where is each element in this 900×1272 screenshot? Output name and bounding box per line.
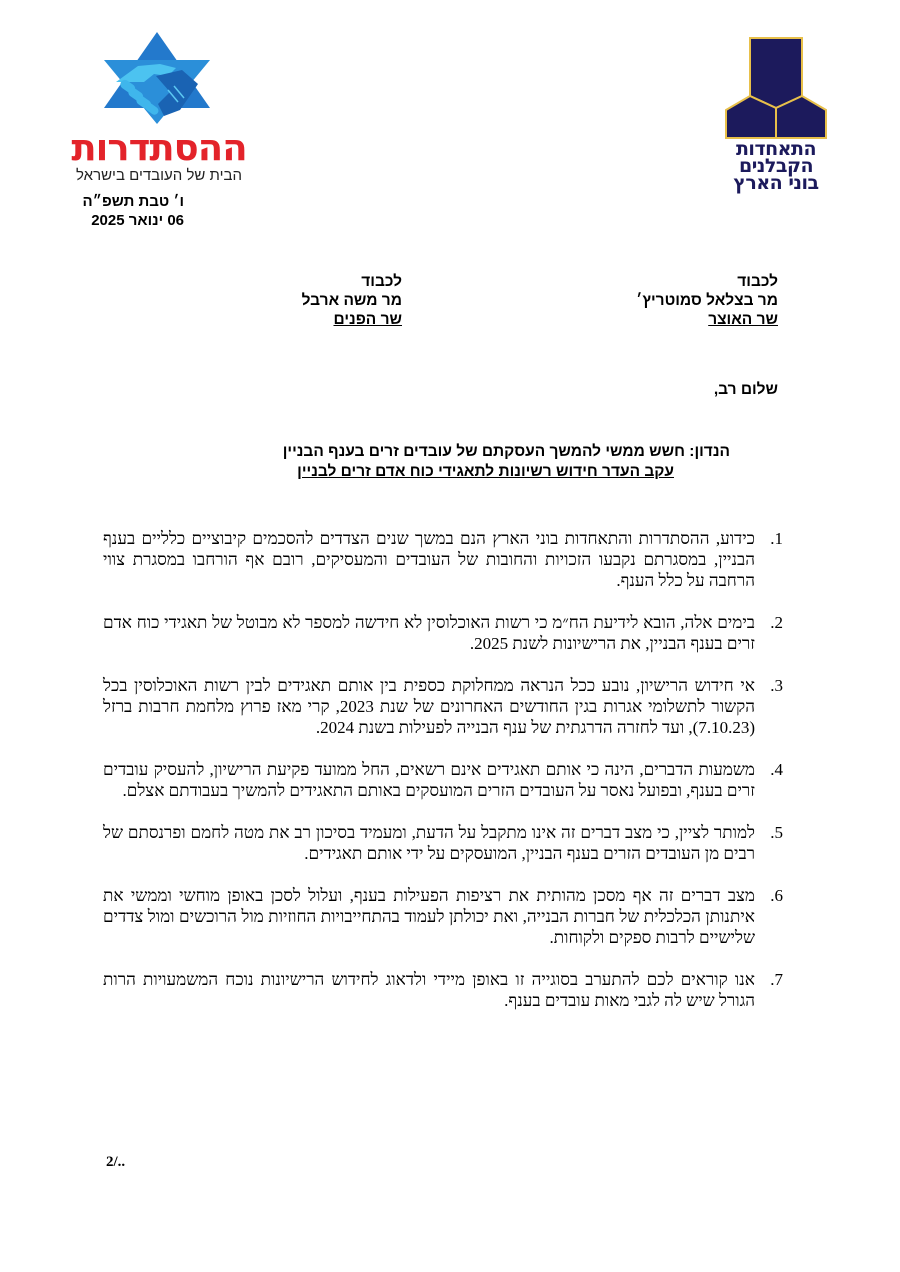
item-number: 4. [770,760,783,779]
list-item [103,885,783,948]
list-item [103,969,783,1011]
item-number: 6. [770,886,783,905]
list-item [103,528,783,591]
list-item [103,759,783,801]
recipient-name: מר בצלאל סמוטריץ׳ [636,292,778,309]
item-text: כידוע, ההסתדרות והתאחדות בוני הארץ הנם במשך שנים הצדדים להסכמים קיבוציים כלליים בענף הבניין, במסגרתם נקבעו הזכויות והחובות של העובדים והמעסיקים, רובם אף הורחבו במסגרת צווי הרחבה על כלל הענף. [103,529,755,590]
gregorian-date: 06 ינואר 2025 [91,212,184,229]
recipient-interior-minister [302,272,402,329]
page-indicator: 2/.. [106,1154,126,1170]
recipient-name: מר משה ארבל [301,292,402,309]
histadrut-tagline: הבית של העובדים בישראל [76,167,242,184]
builders-name-line: התאחדות [735,138,817,160]
builders-name-line: בוני הארץ [733,172,819,194]
handshake-star-icon [98,30,216,126]
item-number: 2. [770,613,783,632]
item-number: 7. [770,970,783,989]
recipient-title: שר האוצר [708,311,778,328]
date-block [74,192,184,230]
subject-line-2: עקב העדר חידוש רשיונות לתאגידי כוח אדם זרים לבניין [297,463,674,480]
item-text: מצב דברים זה אף מסכן מהותית את רציפות הפעילות בענף, ועלול לסכן באופן מוחשי וממשי את איתנותן הכלכלית של חברות הבנייה, ואת יכולתן לעמוד בהתחייבויות החוזיות מול הרוכשים ומול צדדים שלישיים לרבות ספקים ולקוחות. [103,886,755,947]
recipient-salutation: לכבוד [361,273,402,290]
histadrut-logo [66,30,256,126]
builders-name-line: הקבלנים [738,155,814,177]
item-text: למותר לציין, כי מצב דברים זה אינו מתקבל על הדעת, ומעמיד בסיכון רב את מטה לחמם ופרנסתם של רבים מן העובדים הזרים בענף הבניין, המועסקים על ידי אותם תאגידים. [103,823,755,863]
list-item [103,675,783,738]
builders-association-name [716,138,836,194]
item-number: 1. [770,529,783,548]
item-number: 5. [770,823,783,842]
item-text: אנו קוראים לכם להתערב בסוגייה זו באופן מיידי ולדאוג לחידוש הרישיונות נוכח המשמעויות הרות הגורל שיש לה לגבי מאות עובדים בענף. [103,970,755,1010]
item-text: בימים אלה, הובא לידיעת הח״מ כי רשות האוכלוסין לא חידשה למספר לא מבוטל של תאגידי כוח אדם זרים בענף הבניין, את הרישיונות לשנת 2025. [103,613,755,653]
list-item [103,822,783,864]
hebrew-date: ו׳ טבת תשפ״ה [82,193,184,210]
subject [283,442,730,482]
subject-line-1: הנדון: חשש ממשי להמשך העסקתם של עובדים זרים בענף הבניין [282,443,730,460]
recipient-salutation: לכבוד [737,273,778,290]
builders-association-logo [722,36,830,145]
item-text: משמעות הדברים, הינה כי אותם תאגידים אינם רשאים, החל ממועד פקיעת הרישיון, להעסיק עובדים זרים בענף, ובפועל נאסר על העובדים הזרים המועסקים באותם התאגידים להמשיך בעבודתם אצלם. [103,760,755,800]
greeting: שלום רב, [713,381,778,398]
item-text: אי חידוש הרישיון, נובע ככל הנראה ממחלוקת כספית בין אותם תאגידים לבין רשות האוכלוסין בכל הקשור לתשלומי אגרות בגין החודשים האחרונים של שנת 2023, קרי מאז פרוץ מלחמת חרבות ברזל (7.10.23), ועד לחזרה הדרגתית של ענף הבנייה לפעילות בשנת 2024. [103,676,755,737]
letter-body [103,528,783,1011]
recipient-title: שר הפנים [333,311,402,328]
list-item [103,612,783,654]
item-number: 3. [770,676,783,695]
recipient-finance-minister [636,272,778,329]
histadrut-name: ההסתדרות [71,126,247,169]
building-blocks-icon [722,36,830,140]
